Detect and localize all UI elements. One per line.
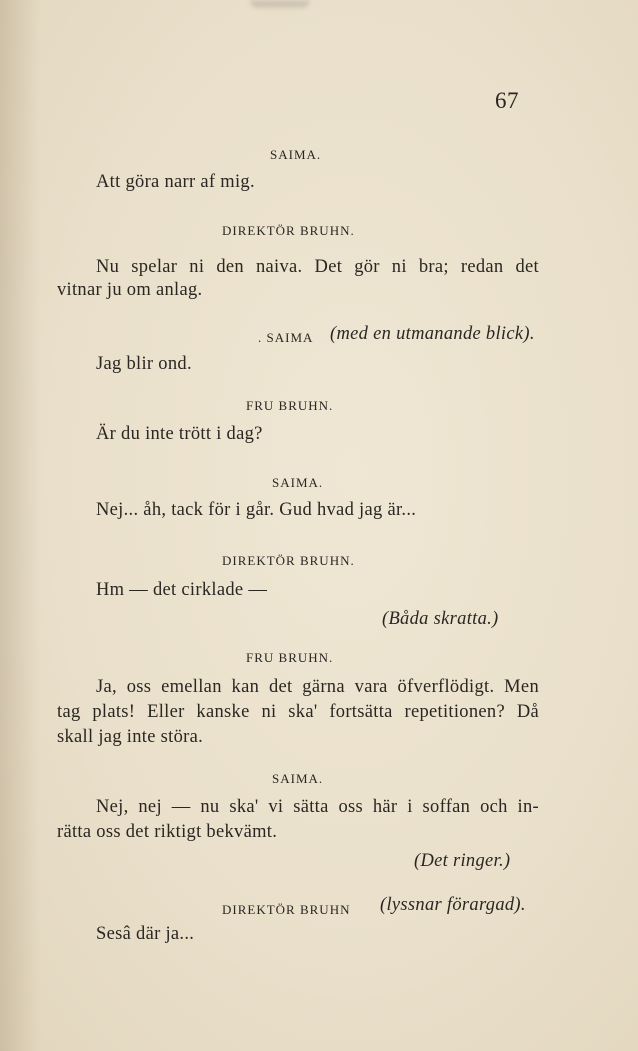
paper-smudge bbox=[250, 0, 310, 8]
dialogue-line: rätta oss det riktigt bekvämt. bbox=[57, 822, 278, 842]
speaker-direktor-bruhn: DIREKTÖR BRUHN bbox=[222, 902, 351, 917]
speaker-fru-bruhn: FRU BRUHN. bbox=[246, 398, 334, 413]
dialogue-line: Hm — det cirklade — bbox=[96, 580, 268, 600]
speaker-saima: SAIMA. bbox=[272, 771, 324, 786]
speaker-direktor-bruhn: DIREKTÖR BRUHN. bbox=[222, 553, 355, 568]
dialogue-line: tag plats! Eller kanske ni ska' fortsätta repetitionen? Då bbox=[57, 702, 539, 722]
dialogue-line: Ja, oss emellan kan det gärna vara öfverflödigt. Men bbox=[96, 677, 539, 697]
dialogue-line: Jag blir ond. bbox=[96, 354, 192, 374]
dialogue-line: skall jag inte störa. bbox=[57, 727, 204, 747]
stage-direction: (Båda skratta.) bbox=[382, 609, 499, 629]
stage-direction: (med en utmanande blick). bbox=[330, 324, 535, 344]
gutter-shadow bbox=[0, 0, 40, 1051]
speaker-saima: . SAIMA bbox=[258, 330, 314, 345]
dialogue-line: Nej... åh, tack för i går. Gud hvad jag är... bbox=[96, 500, 417, 520]
speaker-saima: SAIMA. bbox=[272, 475, 324, 490]
dialogue-line: Är du inte trött i dag? bbox=[96, 424, 263, 444]
speaker-saima: SAIMA. bbox=[270, 147, 322, 162]
speaker-fru-bruhn: FRU BRUHN. bbox=[246, 650, 334, 665]
stage-direction: (Det ringer.) bbox=[414, 851, 511, 871]
dialogue-line: Sesâ där ja... bbox=[96, 924, 195, 944]
dialogue-line: Nu spelar ni den naiva. Det gör ni bra; redan det bbox=[96, 257, 539, 277]
dialogue-line: Att göra narr af mig. bbox=[96, 172, 255, 192]
page-number: 67 bbox=[495, 88, 519, 113]
stage-direction: (lyssnar förargad). bbox=[380, 895, 526, 915]
dialogue-line: vitnar ju om anlag. bbox=[57, 280, 203, 300]
dialogue-line: Nej, nej — nu ska' vi sätta oss här i soffan och in- bbox=[96, 797, 539, 817]
speaker-direktor-bruhn: DIREKTÖR BRUHN. bbox=[222, 223, 355, 238]
